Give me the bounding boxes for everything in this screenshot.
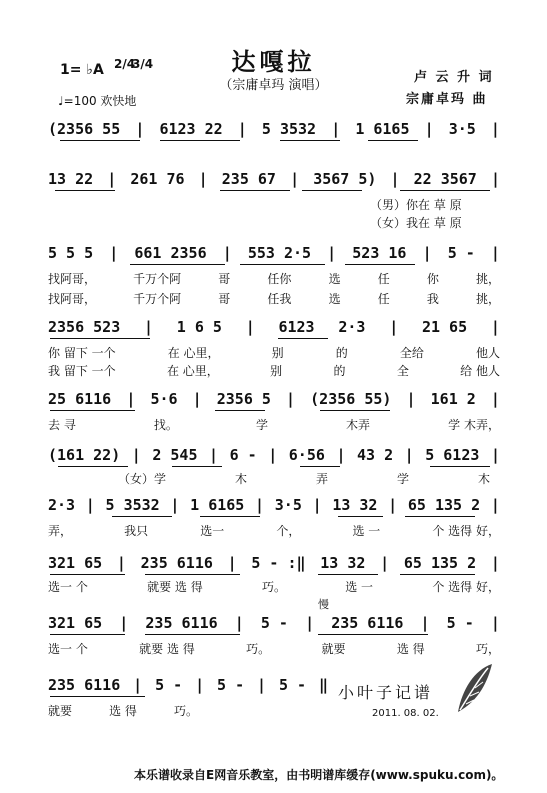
lyric-line: 选一 个 就要 选 得 巧。 就要 选 得 巧，: [48, 642, 500, 656]
measure: 5 -: [217, 676, 245, 694]
barline: |: [198, 170, 208, 188]
lyric-line: 弄， 我只 选一 个， 选 一 个 选得 好，: [48, 524, 500, 538]
transcriber-signature: 小叶子记谱: [338, 683, 434, 702]
measure: 235 6116: [145, 614, 218, 632]
barline: |: [336, 446, 346, 464]
beam-line: [400, 574, 475, 575]
measure: 553 2·5: [247, 244, 312, 262]
measure: 2·3: [338, 318, 366, 336]
beam-line: [145, 574, 240, 575]
measure: 43 2: [357, 446, 394, 464]
measure: 1 6165: [190, 496, 245, 514]
beam-line: [50, 634, 125, 635]
barline: |: [305, 614, 315, 632]
barline: |: [490, 554, 500, 572]
lyric-line: 找阿哥， 千万个阿 哥 任我 选 任 我 挑，: [48, 292, 500, 306]
transcription-date: 2011. 08. 02.: [372, 708, 439, 719]
barline: |: [133, 676, 143, 694]
measure: 1 6165: [355, 120, 410, 138]
barline: |: [170, 496, 180, 514]
beam-line: [145, 634, 240, 635]
measure: 5 - :‖: [251, 554, 306, 572]
lyric-line: 就要 选 得 巧。: [48, 704, 198, 718]
measure: 6 -: [229, 446, 257, 464]
measure: 2 545: [152, 446, 198, 464]
beam-line: [50, 574, 125, 575]
tempo-marking: ♩=100 欢快地: [58, 94, 137, 108]
time-signature-1: 2/4: [114, 57, 136, 71]
measure: 161 2: [430, 390, 476, 408]
barline: |: [389, 318, 399, 336]
beam-line: [300, 466, 340, 467]
beam-line: [400, 190, 490, 191]
measure: 3·5: [274, 496, 302, 514]
measure: 321 65: [48, 614, 103, 632]
beam-line: [405, 516, 475, 517]
beam-line: [172, 466, 222, 467]
beam-line: [50, 696, 145, 697]
beam-line: [368, 140, 418, 141]
beam-line: [160, 140, 240, 141]
barline: |: [490, 614, 500, 632]
measure: 6123: [278, 318, 315, 336]
lyric-line: 选一 个 就要 选 得 巧。 选 一 个 选得 好，: [48, 580, 500, 594]
beam-line: [55, 190, 115, 191]
key-signature: 1= ♭A: [60, 62, 104, 78]
beam-line: [280, 140, 340, 141]
measure: 5 -: [446, 614, 474, 632]
barline: |: [245, 318, 255, 336]
lyric-line: 找阿哥， 千万个阿 哥 任你 选 任 你 挑，: [48, 272, 500, 286]
barline: |: [490, 170, 500, 188]
barline: |: [135, 120, 145, 138]
measure: (161 22): [48, 446, 121, 464]
measure: 5·6: [150, 390, 178, 408]
barline: |: [237, 120, 247, 138]
score-row-7: [48, 496, 500, 514]
beam-line: [220, 190, 290, 191]
measure: 65 135 2: [407, 496, 481, 514]
measure: 2356 5: [216, 390, 271, 408]
measure: 2·3: [48, 496, 76, 514]
barline: |: [192, 390, 202, 408]
barline: |: [107, 170, 117, 188]
barline: |: [257, 676, 267, 694]
barline: |: [390, 170, 400, 188]
beam-line: [345, 264, 415, 265]
measure: 13 32: [320, 554, 366, 572]
barline: |: [109, 244, 119, 262]
source-footer: 本乐谱收录自E网音乐教室，由书明谱库缓存(www.spuku.com)。: [134, 768, 504, 782]
barline: |: [331, 120, 341, 138]
measure: 5 3532: [261, 120, 317, 138]
barline: |: [195, 676, 205, 694]
score-row-2: [48, 170, 500, 188]
lyric-line: 你 留下 一个 在 心里， 别 的 全给 他人: [48, 346, 500, 360]
song-subtitle: （宗庸卓玛 演唱）: [219, 78, 328, 93]
measure: (2356 55): [310, 390, 392, 408]
beam-line: [58, 466, 128, 467]
beam-line: [320, 410, 390, 411]
score-row-10: [48, 676, 328, 694]
barline: |: [234, 614, 244, 632]
beam-line: [112, 516, 172, 517]
score-row-3: [48, 244, 500, 262]
measure: 5 6123: [425, 446, 480, 464]
barline: |: [268, 446, 278, 464]
measure: 5 -: [260, 614, 288, 632]
measure: 661 2356: [134, 244, 207, 262]
measure: (2356 55: [48, 120, 121, 138]
measure: 5 -: [155, 676, 183, 694]
measure: 3·5: [448, 120, 476, 138]
measure: 21 65: [421, 318, 468, 336]
lyric-line-male: （男）你在 草 原: [370, 198, 462, 212]
beam-line: [200, 516, 260, 517]
measure: 2356 523: [48, 318, 121, 336]
measure: 25 6116: [48, 390, 112, 408]
time-signature-2: 3/4: [132, 57, 154, 71]
barline: |: [126, 390, 136, 408]
beam-line: [50, 338, 150, 339]
barline: |: [490, 496, 500, 514]
score-row-9: [48, 614, 500, 632]
beam-line: [130, 264, 225, 265]
barline: |: [209, 446, 219, 464]
composer-credit: 宗庸卓玛 曲: [406, 92, 488, 107]
beam-line: [318, 634, 428, 635]
measure: 6123 22: [159, 120, 223, 138]
beam-line: [215, 410, 265, 411]
barline: |: [424, 120, 434, 138]
measure: 3567 5): [313, 170, 377, 188]
barline: |: [420, 614, 430, 632]
barline: |: [490, 446, 500, 464]
score-row-1: [48, 120, 500, 138]
feather-icon: [452, 660, 496, 716]
measure: 235 6116: [140, 554, 213, 572]
barline: |: [290, 170, 300, 188]
lyric-line: 我 留下 一个 在 心里， 别 的 全 给 他人: [48, 364, 500, 378]
beam-line: [278, 338, 328, 339]
barline: |: [422, 244, 432, 262]
beam-line: [240, 264, 325, 265]
score-row-5: [48, 390, 500, 408]
measure: 523 16: [352, 244, 407, 262]
measure: 65 135 2: [403, 554, 477, 572]
barline: ‖: [318, 676, 328, 694]
lyric-line-female: （女）我在 草 原: [370, 216, 462, 230]
slow-marking: 慢: [318, 598, 329, 611]
barline: |: [406, 390, 416, 408]
score-row-8: [48, 554, 500, 572]
beam-line: [318, 574, 378, 575]
lyricist-credit: 卢 云 升 词: [414, 70, 494, 85]
barline: |: [490, 390, 500, 408]
measure: 1 6 5: [176, 318, 222, 336]
barline: |: [490, 244, 500, 262]
barline: |: [131, 446, 141, 464]
beam-line: [302, 190, 362, 191]
beam-line: [338, 516, 383, 517]
barline: |: [388, 496, 398, 514]
score-row-6: [48, 446, 500, 464]
measure: 5 -: [447, 244, 475, 262]
barline: |: [116, 554, 126, 572]
beam-line: [430, 466, 490, 467]
score-row-4: [48, 318, 500, 336]
barline: |: [404, 446, 414, 464]
barline: |: [144, 318, 154, 336]
barline: |: [255, 496, 265, 514]
barline: |: [119, 614, 129, 632]
song-title: 达嘎拉: [231, 48, 316, 76]
measure: 5 3532: [105, 496, 160, 514]
measure: 5 5 5: [48, 244, 94, 262]
measure: 5 -: [278, 676, 307, 694]
barline: |: [312, 496, 322, 514]
beam-line: [60, 140, 140, 141]
lyric-line: 去 寻 找。 学 木弄 学 木弄，: [48, 418, 500, 432]
measure: 13 32: [332, 496, 378, 514]
barline: |: [85, 496, 95, 514]
measure: 321 65: [48, 554, 103, 572]
barline: |: [227, 554, 237, 572]
lyric-line: （女）学 木 弄 学 木: [118, 472, 490, 486]
beam-line: [50, 410, 135, 411]
barline: |: [327, 244, 337, 262]
measure: 22 3567: [413, 170, 477, 188]
measure: 13 22: [48, 170, 94, 188]
measure: 6·56: [288, 446, 325, 464]
measure: 235 6116: [48, 676, 121, 694]
barline: |: [380, 554, 390, 572]
barline: |: [286, 390, 296, 408]
measure: 235 6116: [331, 614, 404, 632]
barline: |: [490, 318, 500, 336]
barline: |: [490, 120, 500, 138]
barline: |: [222, 244, 232, 262]
measure: 235 67: [221, 170, 276, 188]
measure: 261 76: [130, 170, 185, 188]
